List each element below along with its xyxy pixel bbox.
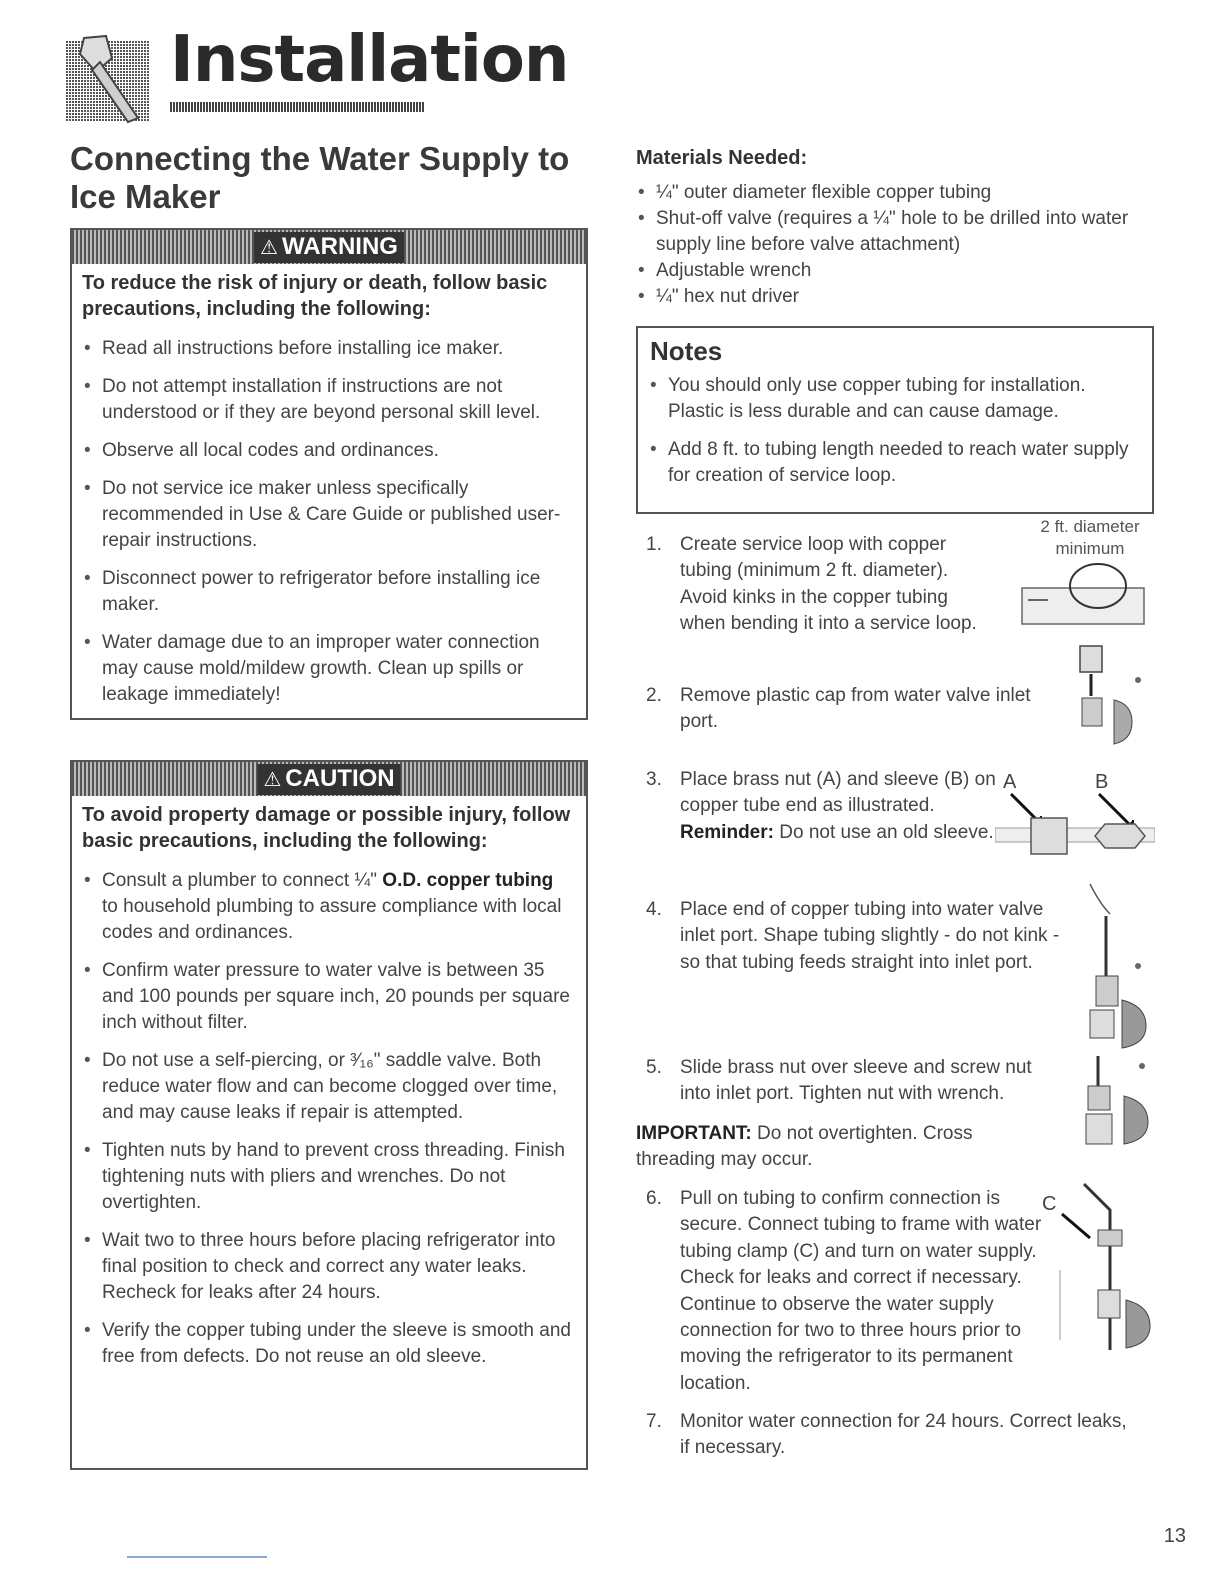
list-item: • ¼" outer diameter flexible copper tubing [636,180,1156,206]
important-label: IMPORTANT: [636,1123,752,1144]
caution-intro: To avoid property damage or possible injury, follow basic precautions, including the following: [82,804,571,852]
caution-list [72,868,586,1370]
label-c: C [1042,1193,1057,1215]
list-item: • Wait two to three hours before placing refrigerator into final position to check and correct any water leaks. Recheck for leaks after 24 hours. [82,1228,572,1306]
loop-label-line2: minimum [1055,539,1125,558]
list-item: • Do not service ice maker unless specifically recommended in Use & Care Guide or published user-repair instructions. [82,476,572,554]
list-item: • Observe all local codes and ordinances. [82,438,572,464]
step-6 [646,1186,1066,1397]
important-note [636,1121,1036,1174]
caution-banner [72,762,586,796]
loop-label [1020,516,1160,560]
materials-list [636,180,1156,310]
list-item: • ¼" hex nut driver [636,284,1156,310]
step-number: 6. [646,1188,662,1209]
warning-box [70,228,588,720]
warning-intro: To reduce the risk of injury or death, follow basic precautions, including the following: [82,272,548,320]
step-1 [646,532,994,638]
notes-list [638,373,1152,489]
service-loop-illustration [1018,560,1148,630]
tubing-insert-illustration [1060,880,1154,1050]
reminder-text: Do not use an old sleeve. [773,821,994,843]
nut-sleeve-illustration [995,766,1155,866]
list-item: • Shut-off valve (requires a ¼" hole to be drilled into water supply line before valve attachment) [636,206,1156,258]
page-title: Connecting the Water Supply to Ice Maker [70,140,570,215]
tighten-nut-illustration [1072,1056,1154,1172]
label-a: A [1003,771,1017,793]
step-number: 4. [646,899,662,920]
step-7 [646,1409,1136,1462]
list-item-text: Consult a plumber to connect ¼" [102,870,383,891]
page-number: 13 [1163,1525,1186,1547]
step-2 [646,683,1066,736]
list-item: • Verify the copper tubing under the sleeve is smooth and free from defects. Do not reuse an old sleeve. [82,1318,572,1370]
list-item: • Disconnect power to refrigerator before installing ice maker. [82,566,572,618]
step-text: Monitor water connection for 24 hours. Correct leaks, if necessary. [680,1411,1127,1459]
list-item: • Do not attempt installation if instructions are not understood or if they are beyond personal skill level. [82,374,572,426]
warning-banner [72,230,586,264]
step-text: Slide brass nut over sleeve and screw nut into inlet port. Tighten nut with wrench. [680,1057,1032,1105]
section-label: Installation [170,23,569,97]
list-item-text: to household plumbing to assure compliance with local codes and ordinances. [102,896,562,943]
step-3 [646,767,998,846]
list-item: • Tighten nuts by hand to prevent cross threading. Finish tightening nuts with pliers and wrenches. Do not overtighten. [82,1138,572,1216]
wrench-icon [66,32,156,124]
step-number: 1. [646,534,662,555]
step-number: 5. [646,1057,662,1078]
step-number: 2. [646,685,662,706]
materials-heading: Materials Needed: [636,147,808,169]
step-number: 3. [646,769,662,790]
list-item: • Do not use a self-piercing, or ³⁄₁₆" saddle valve. Both reduce water flow and can become clogged over time, and may cause leaks if repair is attempted. [82,1048,572,1126]
step-text: Remove plastic cap from water valve inlet port. [680,685,1031,733]
valve-inlet-illustration [1070,636,1150,756]
step-text: Place end of copper tubing into water valve inlet port. Shape tubing slightly - do not kink - so that tubing feeds straight into inlet port. [680,899,1060,973]
footer-rule [127,1556,267,1558]
important-text: Do not overtighten. Cross threading may occur. [636,1123,973,1171]
step-number: 7. [646,1411,662,1432]
label-b: B [1095,771,1109,793]
list-item: • Read all instructions before installing ice maker. [82,336,572,362]
step-4 [646,897,1066,976]
list-item: • Adjustable wrench [636,258,1156,284]
notes-box [636,326,1154,514]
list-item-emphasis: O.D. copper tubing [382,870,554,891]
caution-box [70,760,588,1470]
reminder-label: Reminder: [680,821,774,843]
list-item: • Add 8 ft. to tubing length needed to reach water supply for creation of service loop. [648,437,1138,489]
list-item: • You should only use copper tubing for installation. Plastic is less durable and can cause damage. [648,373,1138,425]
caution-label: CAUTION [285,765,395,792]
step-5 [646,1055,1066,1108]
loop-label-line1: 2 ft. diameter [1040,517,1140,536]
warning-triangle-icon: ⚠ [260,237,278,259]
warning-label: WARNING [281,233,398,260]
list-item [82,868,572,946]
warning-list [72,336,586,708]
list-item: • Water damage due to an improper water connection may cause mold/mildew growth. Clean up spills or leakage immediately! [82,630,572,708]
step-text: Place brass nut (A) and sleeve (B) on copper tube end as illustrated. [680,769,996,817]
step-text: Create service loop with copper tubing (minimum 2 ft. diameter). Avoid kinks in the copper tubing when bending it into a service loop. [680,534,977,635]
notes-title: Notes [650,336,723,366]
header-divider [170,102,424,112]
step-text: Pull on tubing to confirm connection is secure. Connect tubing to frame with water tubing clamp (C) and turn on water supply. Check for leaks and correct if necessary. Continue to observe the water supply connection for two to three hours prior to moving the refrigerator to its permanent location. [680,1188,1042,1394]
list-item: • Confirm water pressure to water valve is between 35 and 100 pounds per square inch, 20 pounds per square inch without filter. [82,958,572,1036]
warning-triangle-icon: ⚠ [263,769,282,791]
